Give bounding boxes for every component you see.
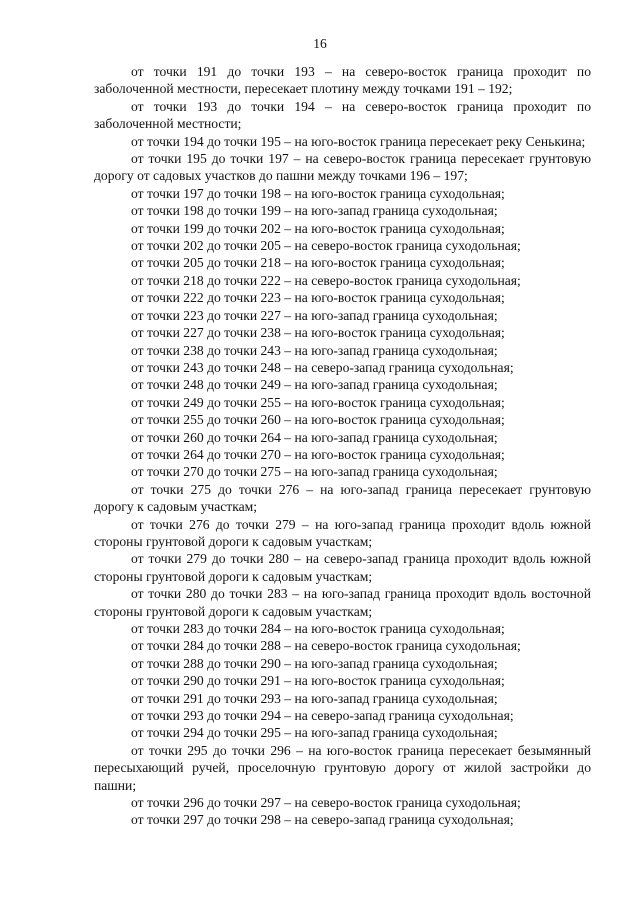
boundary-paragraph: от точки 294 до точки 295 – на юго-запад граница суходольная;: [131, 725, 498, 741]
boundary-paragraph: от точки 205 до точки 218 – на юго-восток граница суходольная;: [131, 255, 505, 271]
boundary-paragraph: от точки 275 до точки 276 – на юго-запад граница пересекает грунтовую дорогу к садовым участкам;: [94, 481, 591, 515]
boundary-paragraph: от точки 296 до точки 297 – на северо-восток граница суходольная;: [131, 795, 521, 811]
boundary-paragraph: от точки 202 до точки 205 – на северо-восток граница суходольная;: [131, 238, 521, 254]
boundary-paragraph: от точки 283 до точки 284 – на юго-восток граница суходольная;: [131, 621, 505, 636]
boundary-paragraph: от точки 290 до точки 291 – на юго-восток граница суходольная;: [131, 673, 505, 689]
boundary-paragraph: от точки 288 до точки 290 – на юго-запад граница суходольная;: [131, 655, 498, 671]
boundary-paragraph: от точки 291 до точки 293 – на юго-запад граница суходольная;: [131, 690, 498, 706]
boundary-paragraph: от точки 222 до точки 223 – на юго-восток граница суходольная;: [131, 290, 505, 306]
boundary-paragraph: от точки 293 до точки 294 – на северо-запад граница суходольная;: [131, 708, 514, 724]
boundary-paragraph: от точки 276 до точки 279 – на юго-запад граница проходит вдоль южной стороны грунтовой дороги к садовым участкам;: [94, 516, 591, 549]
boundary-paragraph: от точки 270 до точки 275 – на юго-запад граница суходольная;: [131, 464, 498, 480]
boundary-paragraph: от точки 194 до точки 195 – на юго-восток граница пересекает реку Сенькина;: [131, 133, 586, 149]
boundary-paragraph: от точки 238 до точки 243 – на юго-запад граница суходольная;: [131, 342, 498, 358]
boundary-paragraph: от точки 195 до точки 197 – на северо-восток граница пересекает грунтовую дорогу от садовых участков до пашни между точками 196 – 197;: [94, 151, 591, 184]
boundary-paragraph: от точки 249 до точки 255 – на юго-восток граница суходольная;: [131, 394, 505, 410]
boundary-paragraph: от точки 199 до точки 202 – на юго-восток граница суходольная;: [131, 220, 505, 236]
boundary-paragraph: от точки 243 до точки 248 – на северо-запад граница суходольная;: [131, 359, 514, 375]
boundary-paragraph: от точки 279 до точки 280 – на северо-запад граница проходит вдоль южной стороны грунтовой дороги к садовым участкам;: [94, 551, 591, 584]
boundary-paragraph: от точки 280 до точки 283 – на юго-запад граница проходит вдоль восточной стороны грунтовой дороги к садовым участкам;: [94, 586, 591, 619]
boundary-paragraph: от точки 255 до точки 260 – на юго-восток граница суходольная;: [131, 412, 505, 428]
boundary-paragraph: от точки 248 до точки 249 – на юго-запад граница суходольная;: [131, 377, 498, 393]
boundary-paragraph: от точки 223 до точки 227 – на юго-запад граница суходольная;: [131, 307, 498, 323]
boundary-paragraph: от точки 295 до точки 296 – на юго-восток граница пересекает безымянный пересыхающий ручей, проселочную грунтовую дорогу от жилой застройки до пашни;: [94, 742, 591, 793]
boundary-paragraph: от точки 227 до точки 238 – на юго-восток граница суходольная;: [131, 325, 505, 341]
boundary-paragraph: от точки 193 до точки 194 – на северо-восток граница проходит по заболоченной местности;: [94, 98, 591, 132]
boundary-paragraph: от точки 297 до точки 298 – на северо-запад граница суходольная;: [131, 812, 514, 828]
boundary-paragraph: от точки 198 до точки 199 – на юго-запад граница суходольная;: [131, 203, 498, 219]
page-number: 16: [313, 36, 327, 51]
boundary-paragraph: от точки 264 до точки 270 – на юго-восток граница суходольная;: [131, 446, 505, 462]
boundary-paragraph: от точки 191 до точки 193 – на северо-восток граница проходит по заболоченной местности, пересекает плотину между точками 191 – 192;: [94, 64, 591, 97]
boundary-paragraph: от точки 284 до точки 288 – на северо-восток граница суходольная;: [131, 638, 521, 654]
document-body: [94, 63, 591, 829]
boundary-paragraph: от точки 260 до точки 264 – на юго-запад граница суходольная;: [131, 429, 498, 445]
boundary-paragraph: от точки 197 до точки 198 – на юго-восток граница суходольная;: [131, 185, 505, 201]
boundary-paragraph: от точки 218 до точки 222 – на северо-восток граница суходольная;: [131, 272, 521, 288]
